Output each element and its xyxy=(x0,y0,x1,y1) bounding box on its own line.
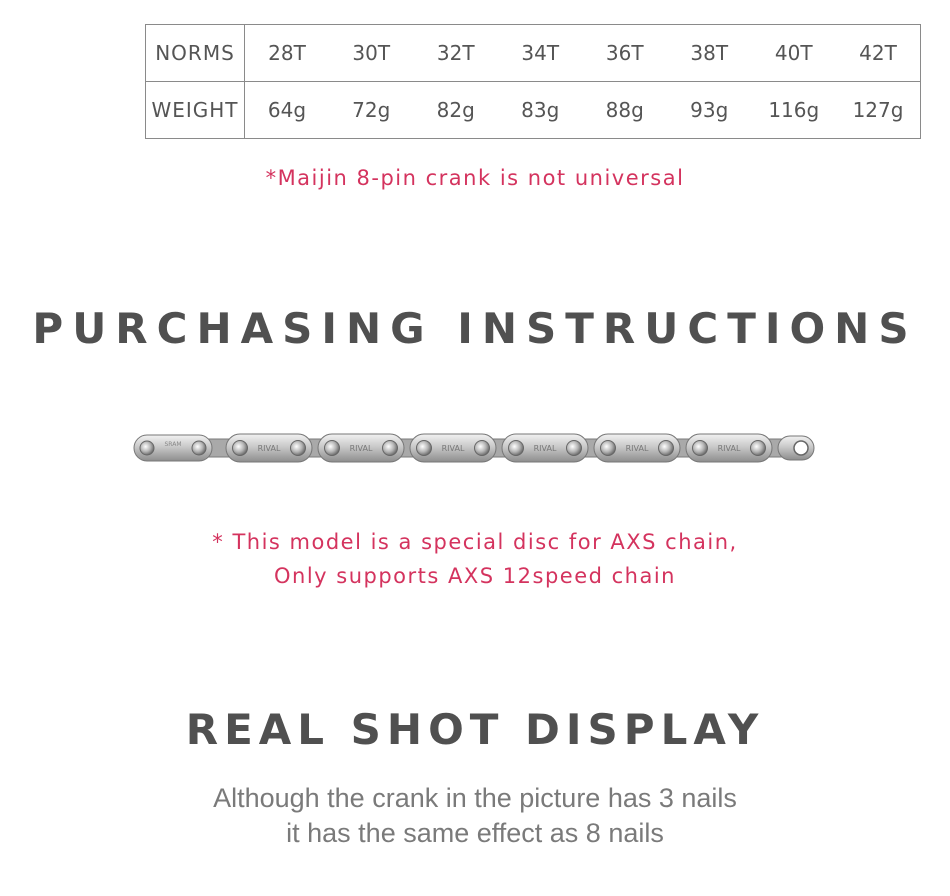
chain-pin xyxy=(567,441,582,456)
size-cell: 32T xyxy=(414,25,499,82)
chain-link-label: RIVAL xyxy=(625,444,649,453)
norms-label: NORMS xyxy=(146,25,245,82)
chain-link-label: RIVAL xyxy=(717,444,741,453)
table-row xyxy=(146,25,921,82)
chain-pin xyxy=(140,441,154,455)
purchasing-title: PURCHASING INSTRUCTIONS xyxy=(32,304,918,353)
weight-cell: 116g xyxy=(752,82,837,139)
chain-pin xyxy=(291,441,306,456)
weight-label: WEIGHT xyxy=(146,82,245,139)
table-row xyxy=(146,82,921,139)
spec-table xyxy=(145,24,921,139)
size-cell: 42T xyxy=(836,25,921,82)
chain-link-label: RIVAL xyxy=(441,444,465,453)
weight-cell: 72g xyxy=(329,82,414,139)
weight-cell: 93g xyxy=(667,82,752,139)
chain-pin xyxy=(659,441,674,456)
real-shot-title: REAL SHOT DISPLAY xyxy=(185,705,765,754)
size-cell: 40T xyxy=(752,25,837,82)
size-cell: 28T xyxy=(245,25,330,82)
chain-end-hole xyxy=(794,441,808,455)
chain-pin xyxy=(751,441,766,456)
size-cell: 38T xyxy=(667,25,752,82)
chain-pin xyxy=(233,441,248,456)
weight-cell: 82g xyxy=(414,82,499,139)
chain-pin xyxy=(509,441,524,456)
weight-cell: 127g xyxy=(836,82,921,139)
weight-cell: 83g xyxy=(498,82,583,139)
chain-pin xyxy=(192,441,206,455)
crank-note: *Maijin 8-pin crank is not universal xyxy=(265,166,685,190)
size-cell: 36T xyxy=(583,25,668,82)
chain-link-label: RIVAL xyxy=(349,444,373,453)
chain-pin xyxy=(475,441,490,456)
chain-note-line2: Only supports AXS 12speed chain xyxy=(274,564,676,588)
chain-pin xyxy=(693,441,708,456)
chain-note-line1: * This model is a special disc for AXS chain, xyxy=(212,530,738,554)
chain-link-label: RIVAL xyxy=(257,444,281,453)
weight-cell: 64g xyxy=(245,82,330,139)
chain-link-label: RIVAL xyxy=(533,444,557,453)
chain-pin xyxy=(417,441,432,456)
caption-line2: it has the same effect as 8 nails xyxy=(286,818,664,848)
size-cell: 34T xyxy=(498,25,583,82)
caption-line1: Although the crank in the picture has 3 nails xyxy=(213,783,737,813)
size-cell: 30T xyxy=(329,25,414,82)
chain-pin xyxy=(601,441,616,456)
chain-image xyxy=(130,422,820,474)
weight-cell: 88g xyxy=(583,82,668,139)
chain-pin xyxy=(325,441,340,456)
chain-pin xyxy=(383,441,398,456)
chain-end-mark: SRAM xyxy=(164,441,182,448)
